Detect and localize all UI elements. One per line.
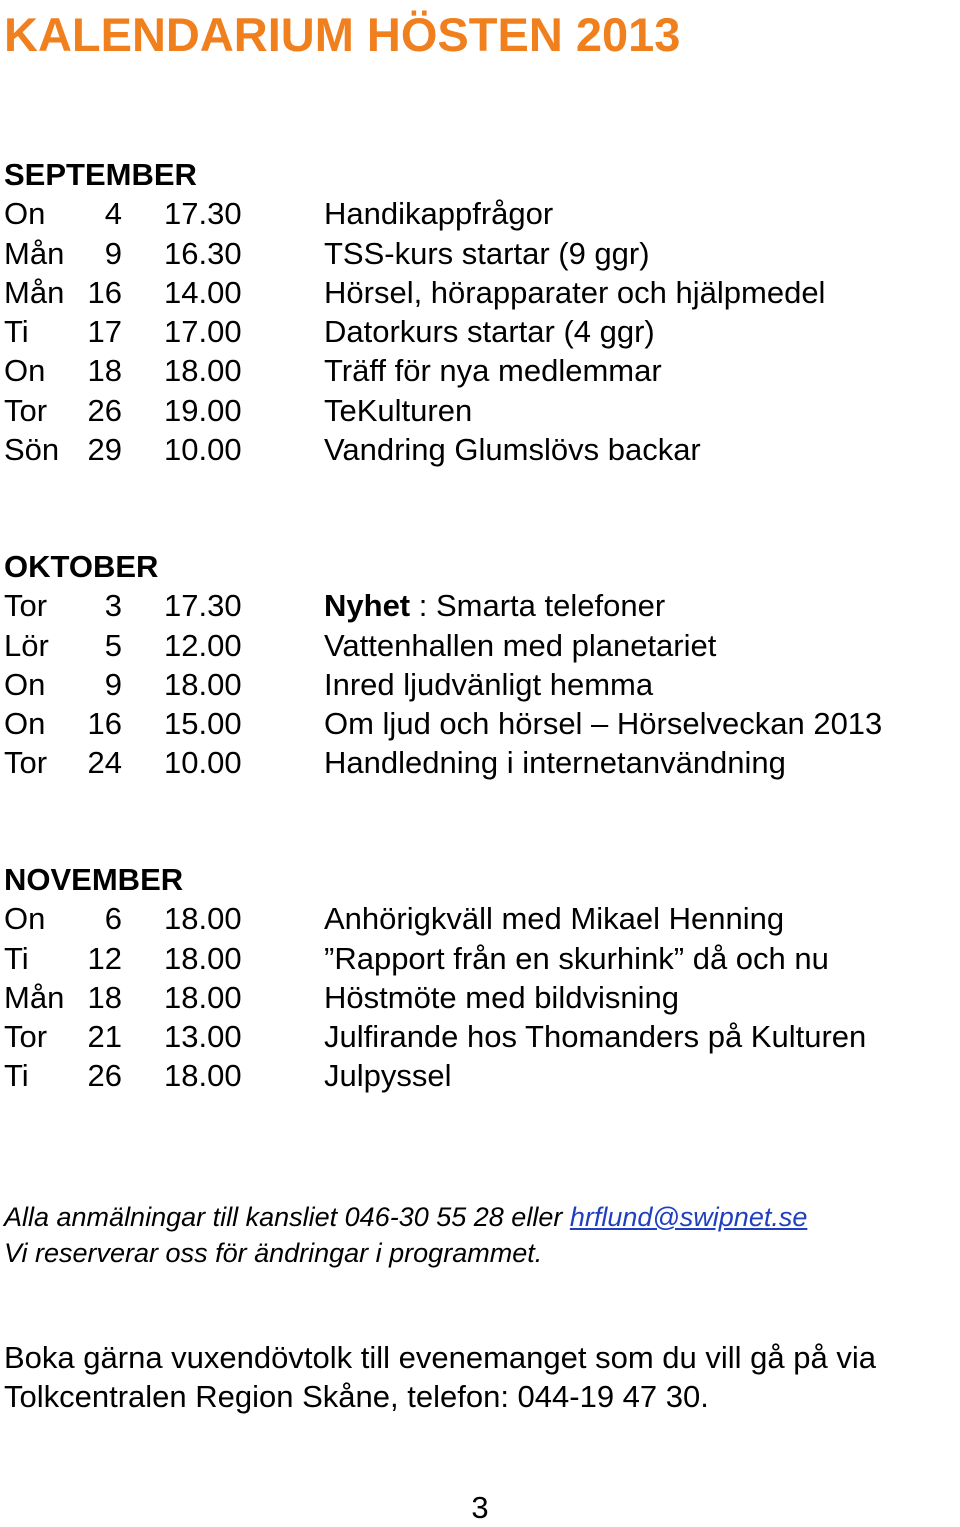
page-title: KALENDARIUM HÖSTEN 2013: [4, 8, 681, 61]
event-time: 18.00: [164, 901, 242, 937]
event-row: [4, 194, 960, 233]
event-date: 6: [104, 901, 122, 937]
event-date: 3: [104, 588, 122, 624]
event-time: 17.00: [164, 314, 242, 350]
event-time: 14.00: [164, 274, 242, 310]
event-date: 12: [87, 940, 122, 976]
section-november: [4, 860, 960, 1096]
notice-contact-text: Alla anmälningar till kansliet 046-30 55 28 eller: [4, 1202, 570, 1232]
event-row: [4, 312, 960, 351]
event-description: Hörsel, hörapparater och hjälpmedel: [324, 274, 826, 310]
event-description: Vattenhallen med planetariet: [324, 627, 717, 663]
event-row: [4, 391, 960, 430]
section-heading: NOVEMBER: [4, 862, 184, 897]
event-description: Anhörigkväll med Mikael Henning: [324, 901, 785, 937]
event-row: [4, 978, 960, 1017]
event-day: Lör: [4, 627, 49, 663]
event-time: 18.00: [164, 353, 242, 389]
event-row: [4, 351, 960, 390]
event-date: 9: [104, 666, 122, 702]
event-row: [4, 704, 960, 743]
event-time: 15.00: [164, 706, 242, 742]
notice-line-1: [4, 1199, 807, 1235]
event-row: [4, 939, 960, 978]
event-time: 17.30: [164, 588, 242, 624]
event-time: 10.00: [164, 745, 242, 781]
event-row: [4, 899, 960, 938]
event-day: Mån: [4, 979, 65, 1015]
section-heading: OKTOBER: [4, 549, 159, 584]
event-date: 18: [87, 353, 122, 389]
notice-line-2: Vi reserverar oss för ändringar i programmet.: [4, 1238, 543, 1268]
event-day: On: [4, 196, 46, 232]
interpreter-info: [4, 1338, 876, 1417]
event-description: Julfirande hos Thomanders på Kulturen: [324, 1019, 867, 1055]
event-date: 16: [87, 274, 122, 310]
registration-notice: [4, 1199, 807, 1271]
event-description: Inred ljudvänligt hemma: [324, 666, 654, 702]
event-day: Ti: [4, 314, 29, 350]
event-time: 19.00: [164, 392, 242, 428]
interpreter-line-1: Boka gärna vuxendövtolk till evenemanget som du vill gå på via: [4, 1340, 876, 1375]
event-description: Om ljud och hörsel – Hörselveckan 2013: [324, 706, 883, 742]
event-description: TSS-kurs startar (9 ggr): [324, 235, 650, 271]
event-row: [4, 1056, 960, 1095]
event-time: 13.00: [164, 1019, 242, 1055]
section-september: [4, 155, 960, 469]
event-date: 26: [87, 1058, 122, 1094]
event-day: Tor: [4, 588, 48, 624]
event-description: TeKulturen: [324, 392, 473, 428]
event-description: Höstmöte med bildvisning: [324, 979, 679, 1015]
section-heading: SEPTEMBER: [4, 157, 197, 192]
event-date: 24: [87, 745, 122, 781]
event-date: 18: [87, 979, 122, 1015]
event-date: 29: [87, 432, 122, 468]
event-row: [4, 430, 960, 469]
event-date: 9: [104, 235, 122, 271]
event-time: 17.30: [164, 196, 242, 232]
event-day: Tor: [4, 1019, 48, 1055]
event-time: 12.00: [164, 627, 242, 663]
event-description: Träff för nya medlemmar: [324, 353, 662, 389]
page-number: 3: [471, 1490, 489, 1525]
event-day: Sön: [4, 432, 60, 468]
event-row: [4, 743, 960, 782]
event-description: Handledning i internetanvändning: [324, 745, 786, 781]
event-row: [4, 586, 960, 625]
event-row: [4, 665, 960, 704]
event-description: Handikappfrågor: [324, 196, 554, 232]
event-description: ”Rapport från en skurhink” då och nu: [324, 940, 829, 976]
event-description: Datorkurs startar (4 ggr): [324, 314, 655, 350]
event-time: 10.00: [164, 432, 242, 468]
event-day: Mån: [4, 274, 65, 310]
event-date: 4: [104, 196, 122, 232]
event-time: 18.00: [164, 666, 242, 702]
event-time: 18.00: [164, 979, 242, 1015]
event-description: Julpyssel: [324, 1058, 452, 1094]
event-date: 17: [87, 314, 122, 350]
event-day: Mån: [4, 235, 65, 271]
event-day: Tor: [4, 392, 48, 428]
event-day: Ti: [4, 1058, 29, 1094]
event-day: On: [4, 706, 46, 742]
event-day: On: [4, 353, 46, 389]
event-row: [4, 234, 960, 273]
news-label: Nyhet: [324, 588, 411, 624]
event-description-text: : Smarta telefoner: [410, 588, 666, 624]
event-row: [4, 273, 960, 312]
event-row: [4, 626, 960, 665]
event-date: 26: [87, 392, 122, 428]
event-row: [4, 1017, 960, 1056]
event-day: On: [4, 666, 46, 702]
event-time: 16.30: [164, 235, 242, 271]
event-date: 5: [104, 627, 122, 663]
event-description: [324, 586, 665, 625]
event-time: 18.00: [164, 940, 242, 976]
event-time: 18.00: [164, 1058, 242, 1094]
section-oktober: [4, 547, 960, 783]
event-description: Vandring Glumslövs backar: [324, 432, 701, 468]
event-day: On: [4, 901, 46, 937]
event-day: Tor: [4, 745, 48, 781]
event-date: 16: [87, 706, 122, 742]
event-day: Ti: [4, 940, 29, 976]
email-link[interactable]: hrflund@swipnet.se: [569, 1202, 808, 1232]
interpreter-line-2: Tolkcentralen Region Skåne, telefon: 044-19 47 30.: [4, 1379, 709, 1415]
event-date: 21: [87, 1019, 122, 1055]
